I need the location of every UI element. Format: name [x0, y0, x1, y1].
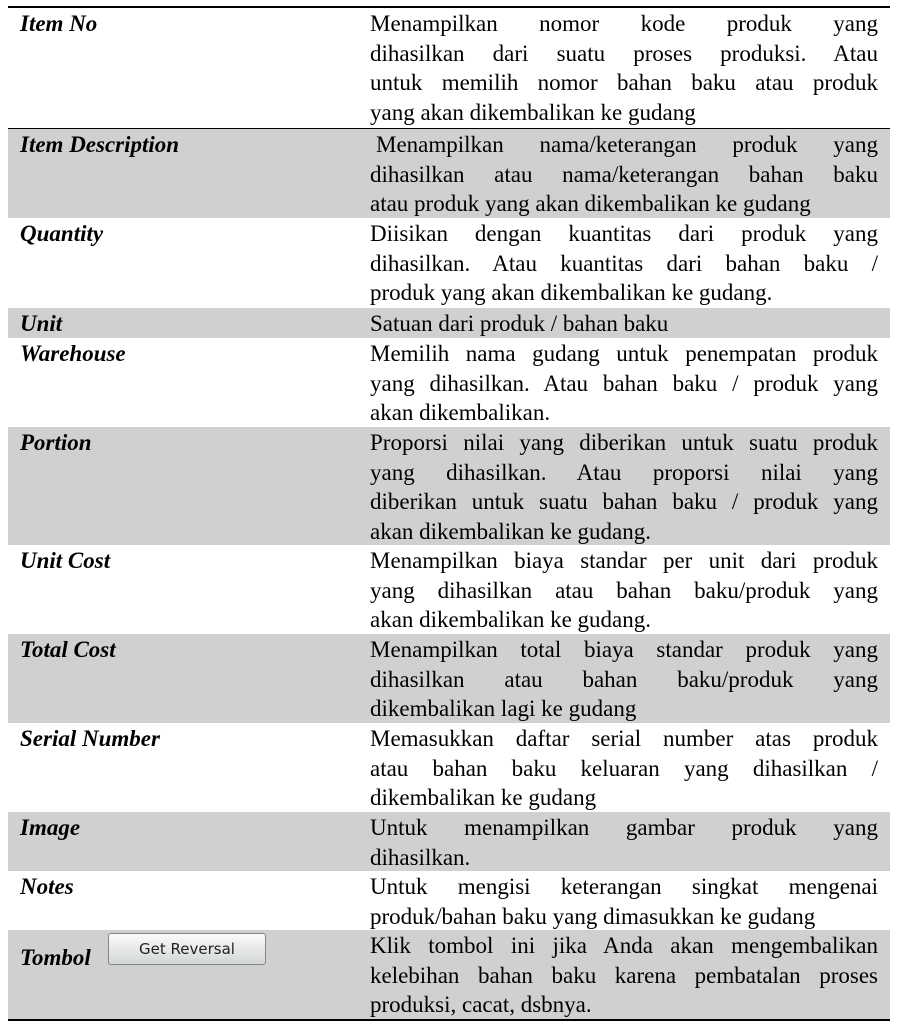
description-line: yang dihasilkan atau bahan baku/produk yang: [370, 577, 878, 603]
get-reversal-button[interactable]: Get Reversal: [108, 933, 266, 965]
field-description: [370, 546, 878, 635]
table-row-tombol: [8, 930, 890, 1019]
description-line: akan dikembalikan ke gudang.: [370, 607, 652, 633]
field-term: Unit: [20, 311, 63, 336]
description-line: Proporsi nilai yang diberikan untuk suatu produk: [370, 430, 878, 455]
description-line: atau produk yang akan dikembalikan ke gudang: [370, 191, 811, 217]
field-term: Warehouse: [20, 341, 126, 366]
table-row-unit: [8, 308, 890, 338]
field-description: [370, 9, 878, 127]
description-line: dihasilkan. Atau kuantitas dari bahan baku /: [370, 250, 878, 276]
description-line: Untuk mengisi keterangan singkat mengenai: [370, 874, 878, 899]
description-line: yang dihasilkan. Atau proporsi nilai yang: [370, 459, 878, 485]
field-description: [370, 872, 878, 931]
description-line: untuk memilih nomor bahan baku atau produk: [370, 70, 878, 96]
field-description: [370, 219, 878, 308]
description-line: dihasilkan atau nama/keterangan bahan baku: [370, 161, 878, 187]
field-description: [370, 130, 878, 219]
description-line: produksi, cacat, dsbnya.: [370, 992, 592, 1018]
field-description: [370, 309, 878, 339]
table-row-item-description: [8, 128, 890, 218]
field-description: [370, 813, 878, 872]
field-description: [370, 339, 878, 428]
table-row-total-cost: [8, 634, 890, 723]
field-description: [370, 635, 878, 724]
description-line: yang dihasilkan. Atau bahan baku / produk yang: [370, 370, 878, 396]
field-description: [370, 931, 878, 1020]
description-line: dikembalikan lagi ke gudang: [370, 696, 637, 722]
field-term: Total Cost: [20, 637, 116, 662]
field-term: Serial Number: [20, 726, 160, 751]
table-row-image: [8, 812, 890, 871]
table-row-unit-cost: [8, 545, 890, 634]
description-line: diberikan untuk suatu bahan baku / produk yang: [370, 489, 878, 515]
field-term: Item Description: [20, 132, 180, 157]
description-line: Untuk menampilkan gambar produk yang: [370, 815, 878, 840]
field-description: [370, 428, 878, 546]
table-row-portion: [8, 427, 890, 545]
description-line: Memasukkan daftar serial number atas produk: [370, 726, 878, 751]
description-line: Klik tombol ini jika Anda akan mengembalikan: [370, 933, 878, 958]
description-line: kelebihan bahan baku karena pembatalan proses: [370, 962, 878, 988]
description-line: Menampilkan nama/keterangan produk yang: [376, 132, 878, 157]
description-line: atau bahan baku keluaran yang dihasilkan /: [370, 755, 878, 781]
field-term: Item No: [20, 11, 98, 36]
field-term: Tombol: [20, 945, 91, 970]
table-row-notes: [8, 871, 890, 930]
description-line: dihasilkan.: [370, 844, 471, 870]
description-line: dihasilkan dari suatu proses produksi. Atau: [370, 40, 878, 66]
description-line: yang akan dikembalikan ke gudang: [370, 99, 696, 125]
description-line: Diisikan dengan kuantitas dari produk yang: [370, 221, 878, 246]
field-description: [370, 724, 878, 813]
description-line: akan dikembalikan ke gudang.: [370, 518, 652, 544]
description-line: dikembalikan ke gudang: [370, 785, 597, 811]
description-line: Satuan dari produk / bahan baku: [370, 311, 669, 336]
field-term: Image: [20, 815, 81, 840]
table-row-item-no: [8, 8, 890, 128]
table-row-warehouse: [8, 338, 890, 427]
description-line: produk/bahan baku yang dimasukkan ke gudang: [370, 903, 816, 929]
field-term: Notes: [20, 874, 74, 899]
table-row-serial-number: [8, 723, 890, 812]
description-line: dihasilkan atau bahan baku/produk yang: [370, 666, 878, 692]
table-row-quantity: [8, 218, 890, 308]
field-term: Quantity: [20, 221, 104, 246]
description-line: Menampilkan biaya standar per unit dari produk: [370, 548, 878, 573]
description-line: produk yang akan dikembalikan ke gudang.: [370, 280, 773, 306]
field-description-table: [8, 6, 890, 1021]
description-line: Menampilkan total biaya standar produk yang: [370, 637, 878, 662]
description-line: Memilih nama gudang untuk penempatan produk: [370, 341, 878, 366]
field-term: Portion: [20, 430, 92, 455]
description-line: akan dikembalikan.: [370, 400, 551, 426]
description-line: Menampilkan nomor kode produk yang: [370, 11, 878, 36]
field-term: Unit Cost: [20, 548, 111, 573]
